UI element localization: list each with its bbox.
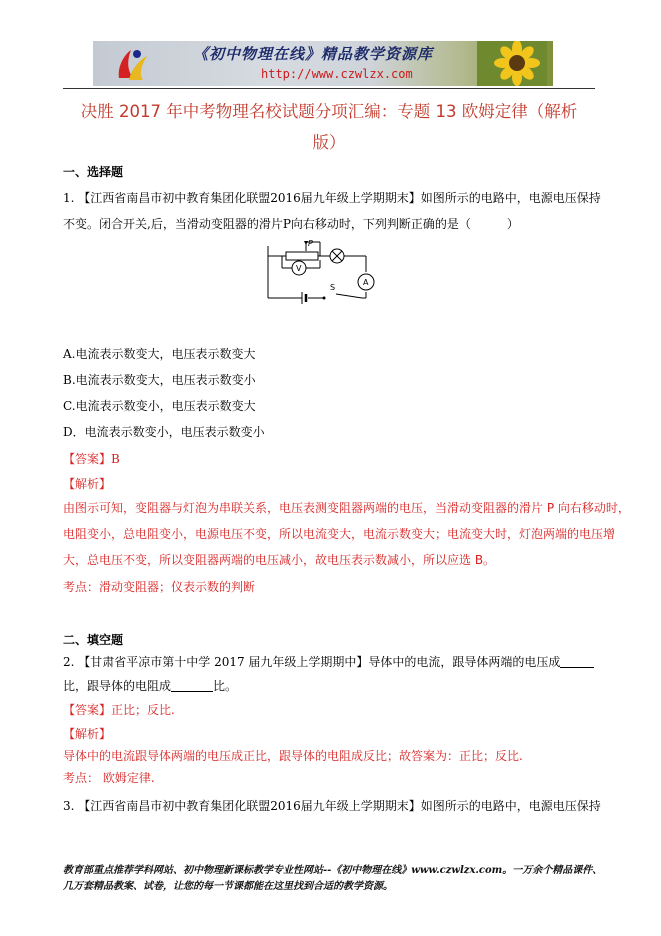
- document-title: [63, 96, 595, 158]
- q2-blank-2: [171, 679, 213, 692]
- section-heading-fill: 二、填空题: [63, 633, 124, 647]
- header-banner: [93, 41, 553, 86]
- q1-analysis-label: 【解析】: [63, 477, 112, 491]
- banner-url[interactable]: http://www.czwlzx.com: [261, 67, 413, 81]
- q1-option-d: D．电流表示数变小，电压表示数变小: [63, 425, 265, 439]
- q1-stem-line-1: 1. 【江西省南昌市初中教育集团化联盟2016届九年级上学期期末】如图所示的电路中，电源电压保持: [63, 191, 601, 205]
- page-footer: [63, 863, 623, 895]
- q1-option-b: B.电流表示数变大，电压表示数变小: [63, 373, 256, 387]
- banner-title: 《初中物理在线》精品教学资源库: [193, 45, 434, 63]
- q1-option-a: A.电流表示数变大，电压表示数变大: [63, 347, 256, 361]
- circuit-label-a: A: [363, 278, 369, 287]
- section-heading-choice: 一、选择题: [63, 165, 124, 179]
- q2-analysis: 导体中的电流跟导体两端的电压成正比，跟导体的电阻成反比；故答案为：正比；反比.: [63, 749, 523, 763]
- q1-answer-value: B: [111, 452, 120, 466]
- q3-stem-line-1: 3. 【江西省南昌市初中教育集团化联盟2016届九年级上学期期末】如图所示的电路中，电源电压保持: [63, 799, 601, 813]
- footer-line-1: 教育部重点推荐学科网站、初中物理新课标教学专业性网站--《初中物理在线》www.czwlzx.com。一万余个精品课件、: [63, 865, 603, 876]
- q1-analysis-line-3: 大，总电压不变，所以变阻器两端的电压减小，故电压表示数减小，所以应选 B。: [63, 553, 496, 567]
- q1-answer-label: 【答案】: [63, 452, 112, 466]
- q2-kaodian: 考点： 欧姆定律.: [63, 771, 155, 785]
- q1-answer: [63, 451, 120, 467]
- title-line-2: 版）: [312, 133, 346, 152]
- q1-circuit-diagram: [262, 236, 382, 312]
- q1-stem-line-2: 不变。闭合开关,后，当滑动变阻器的滑片P向右移动时，下列判断正确的是（ ）: [63, 217, 519, 231]
- q1-analysis-line-2: 电阻变小，总电阻变小，电源电压不变，所以电流变大，电流示数变大；电流变大时，灯泡两端的电压增: [63, 527, 616, 541]
- circuit-label-s: S: [330, 283, 336, 292]
- site-logo-icon: [115, 46, 149, 82]
- q2-stem-text-b: 比。: [213, 679, 238, 693]
- q1-kaodian: 考点：滑动变阻器；仪表示数的判断: [63, 580, 256, 594]
- footer-line-2: 几万套精品教案、试卷，让您的每一节课都能在这里找到合适的教学资源。: [63, 881, 393, 892]
- circuit-label-v: V: [296, 264, 302, 273]
- sunflower-icon: [477, 41, 547, 86]
- q1-option-c: C.电流表示数变小，电压表示数变大: [63, 399, 256, 413]
- q2-blank-1: [560, 655, 594, 668]
- header-rule: [63, 88, 595, 89]
- q2-stem-line-2: [63, 678, 237, 694]
- q2-stem-text-a: 比，跟导体的电阻成: [63, 679, 172, 693]
- q2-answer: 【答案】正比；反比.: [63, 703, 175, 717]
- q2-analysis-label: 【解析】: [63, 727, 112, 741]
- q1-analysis-line-1: 由图示可知，变阻器与灯泡为串联关系，电压表测变阻器两端的电压，当滑动变阻器的滑片 P 向右移动时，: [63, 501, 630, 515]
- q2-stem-text: 2. 【甘肃省平凉市第十中学 2017 届九年级上学期期中】导体中的电流，跟导体两端的电压成: [63, 655, 561, 669]
- circuit-label-p: P: [308, 239, 313, 248]
- q2-stem-line-1: [63, 654, 594, 670]
- title-line-1: 决胜 2017 年中考物理名校试题分项汇编：专题 13 欧姆定律（解析: [80, 102, 578, 121]
